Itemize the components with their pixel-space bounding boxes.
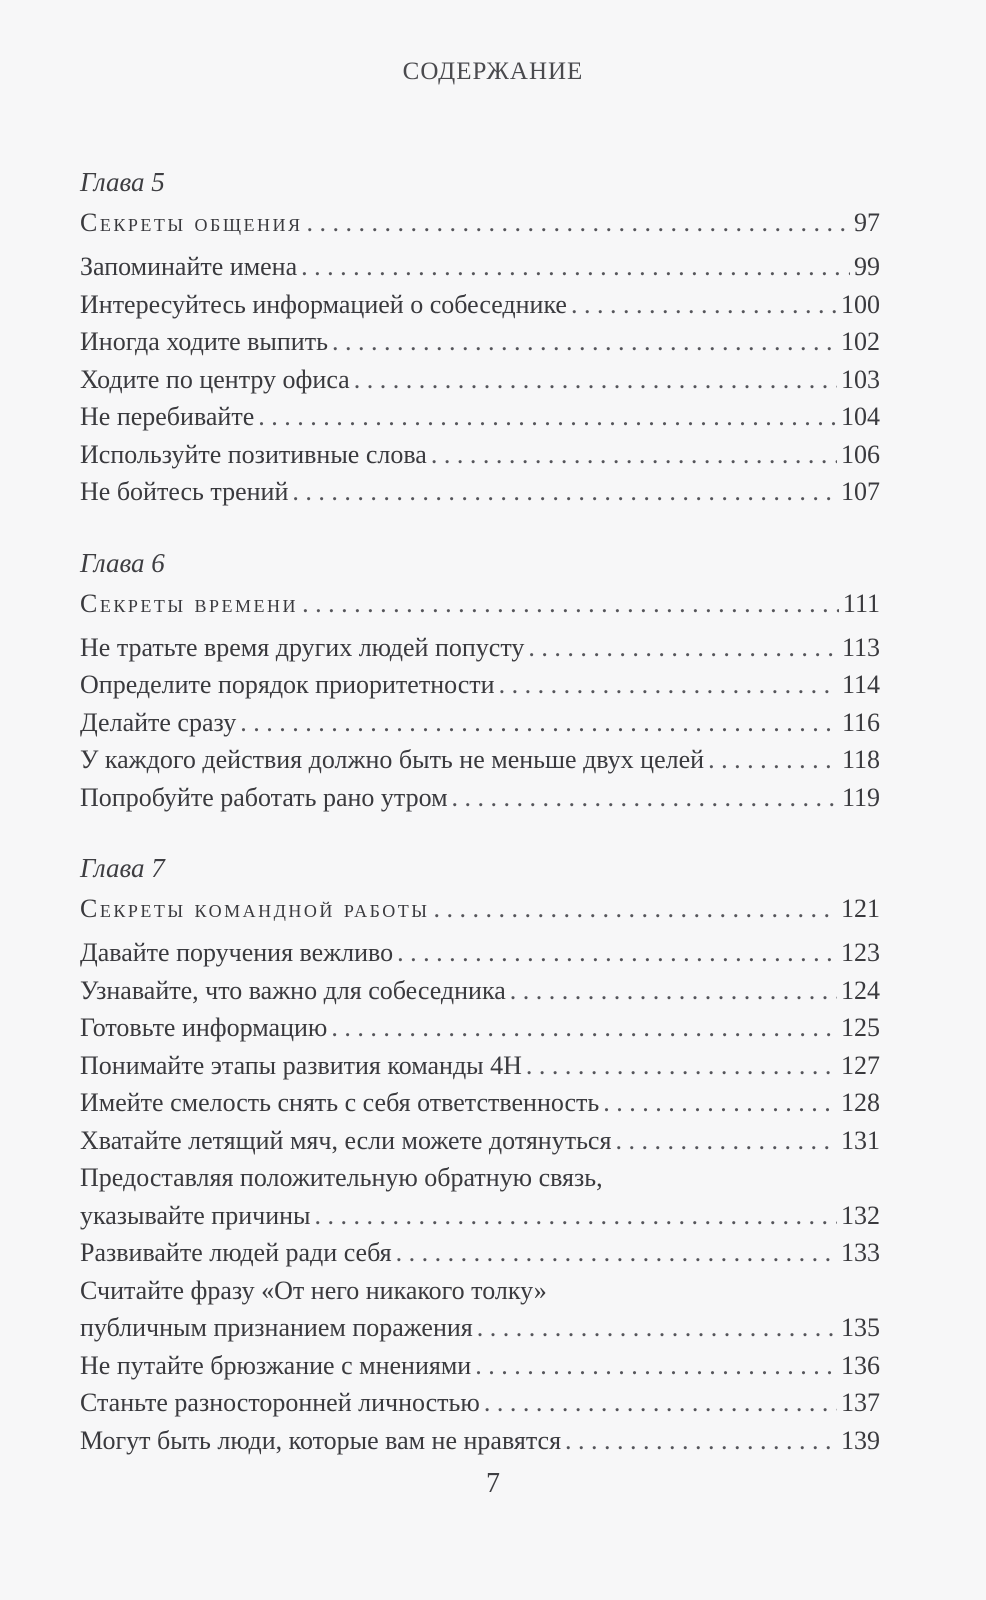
chapter-title: Секреты общения	[80, 208, 303, 237]
chapter-label: Глава 5	[80, 167, 165, 197]
dot-leader	[240, 704, 838, 742]
toc-entry	[80, 704, 880, 742]
dot-leader	[528, 629, 838, 667]
dot-leader	[526, 1047, 837, 1085]
toc-entry-title: Не путайте брюзжание с мнениями	[80, 1350, 472, 1380]
toc-entry-page-number: 119	[841, 782, 880, 812]
dot-leader	[452, 779, 838, 817]
dot-leader	[397, 934, 837, 972]
toc-entry-title: Не бойтесь трений	[80, 477, 289, 506]
toc-entry	[80, 473, 880, 511]
toc-entry-page-number: 106	[841, 439, 880, 469]
toc-entry-title: Используйте позитивные слова	[80, 439, 427, 469]
dot-leader	[708, 741, 838, 779]
toc-entry	[80, 1384, 880, 1422]
toc-entry-title: Имейте смелость снять с себя ответственность	[80, 1088, 600, 1117]
toc-entry-title: Делайте сразу	[80, 707, 237, 737]
toc-entry-page-number: 102	[841, 327, 880, 356]
dot-leader	[431, 436, 837, 474]
chapter-page-number: 97	[854, 208, 880, 237]
dot-leader	[292, 473, 837, 511]
toc-entry-title: Ходите по центру офиса	[80, 364, 350, 394]
chapter-title-row	[80, 583, 880, 625]
toc-entry	[80, 1347, 880, 1385]
page-heading: СОДЕРЖАНИЕ	[402, 58, 584, 85]
dot-leader	[258, 398, 837, 436]
toc-entry-page-number: 127	[841, 1050, 880, 1080]
toc-entry	[80, 666, 880, 704]
toc-entry	[80, 1009, 880, 1047]
dot-leader	[354, 361, 837, 399]
toc-entry	[80, 286, 880, 324]
chapter-title-row	[80, 202, 880, 244]
toc-entry	[80, 361, 880, 399]
toc-entry	[80, 741, 880, 779]
dot-leader	[603, 1084, 837, 1122]
toc-entry-page-number: 136	[841, 1350, 880, 1380]
toc-entry-page-number: 135	[841, 1313, 880, 1342]
toc-entry-title-line1: Предоставляя положительную обратную связь,	[80, 1163, 603, 1192]
dot-leader	[477, 1309, 837, 1347]
toc-entry-title: Узнавайте, что важно для собеседника	[80, 975, 506, 1005]
chapter-title-row	[80, 888, 880, 930]
toc-entry-title: Запоминайте имена	[80, 252, 298, 281]
toc-entry	[80, 934, 880, 972]
dot-leader	[475, 1347, 837, 1385]
toc-entry-page-number: 113	[841, 632, 880, 662]
toc-entry-title: Готовьте информацию	[80, 1013, 328, 1042]
page-number: 7	[486, 1468, 500, 1499]
toc-entry-page-number: 137	[841, 1388, 880, 1417]
toc-entry-page-number: 114	[841, 670, 880, 699]
toc-entry-page-number: 99	[854, 252, 880, 281]
toc-entry-title: Интересуйтесь информацией о собеседнике	[80, 289, 567, 319]
toc-entry	[80, 629, 880, 667]
toc-entry-page-number: 103	[841, 364, 880, 394]
dot-leader	[565, 1422, 837, 1460]
toc-entry-title: публичным признанием поражения	[80, 1313, 473, 1342]
chapter-title: Секреты командной работы	[80, 894, 430, 923]
toc-entry-title: У каждого действия должно быть не меньше двух целей	[80, 745, 705, 774]
toc-entry-first-line	[80, 1272, 880, 1310]
toc-entry-page-number: 131	[841, 1125, 880, 1155]
toc-entry-page-number: 125	[841, 1013, 880, 1042]
chapter-page-number: 111	[842, 588, 880, 618]
toc-entry-title-line1: Считайте фразу «От него никакого толку»	[80, 1275, 547, 1305]
dot-leader	[307, 202, 850, 244]
dot-leader	[499, 666, 838, 704]
dot-leader	[571, 286, 837, 324]
toc-entry	[80, 436, 880, 474]
dot-leader	[301, 248, 850, 286]
dot-leader	[315, 1197, 837, 1235]
toc-entry	[80, 972, 880, 1010]
dot-leader	[302, 583, 839, 625]
toc-entry-title: указывайте причины	[80, 1200, 311, 1230]
toc-entry-page-number: 133	[841, 1238, 880, 1267]
dot-leader	[332, 323, 837, 361]
toc-entry-title: Не перебивайте	[80, 402, 255, 431]
toc-entry-page-number: 118	[841, 745, 880, 774]
toc-entry-title: Хватайте летящий мяч, если можете дотянуться	[80, 1125, 612, 1155]
chapter-title: Секреты времени	[80, 588, 299, 618]
dot-leader	[615, 1122, 837, 1160]
toc-entry-page-number: 128	[841, 1088, 880, 1117]
chapter-gap	[80, 511, 880, 543]
dot-leader	[331, 1009, 837, 1047]
toc-entry	[80, 1197, 880, 1235]
chapter-gap	[80, 816, 880, 848]
toc-entry-title: Развивайте людей ради себя	[80, 1238, 392, 1267]
toc-entry-page-number: 107	[841, 477, 880, 506]
toc-entry-page-number: 123	[841, 938, 880, 967]
toc-entry-page-number: 104	[841, 402, 880, 431]
dot-leader	[434, 888, 838, 930]
toc-entry-title: Не тратьте время других людей попусту	[80, 632, 525, 662]
toc-entry	[80, 1084, 880, 1122]
dot-leader	[396, 1234, 837, 1272]
dot-leader	[510, 972, 837, 1010]
toc-entry-title: Попробуйте работать рано утром	[80, 782, 448, 812]
toc-entry-title: Могут быть люди, которые вам не нравятся	[80, 1425, 562, 1455]
chapter-label: Глава 6	[80, 547, 165, 578]
toc-entry-title: Иногда ходите выпить	[80, 327, 328, 356]
toc-entry-title: Определите порядок приоритетности	[80, 670, 495, 699]
toc-entry	[80, 398, 880, 436]
toc-entry	[80, 1309, 880, 1347]
toc-entry	[80, 1422, 880, 1460]
chapter-page-number: 121	[841, 894, 880, 923]
table-of-contents	[80, 162, 880, 1459]
dot-leader	[484, 1384, 837, 1422]
toc-entry	[80, 323, 880, 361]
toc-entry	[80, 1122, 880, 1160]
toc-entry-title: Давайте поручения вежливо	[80, 938, 394, 967]
toc-entry	[80, 248, 880, 286]
toc-entry-title: Понимайте этапы развития команды 4Н	[80, 1050, 522, 1080]
toc-entry-page-number: 139	[841, 1425, 880, 1455]
toc-entry-page-number: 124	[841, 975, 880, 1005]
toc-entry-title: Станьте разносторонней личностью	[80, 1388, 480, 1417]
toc-entry-page-number: 100	[841, 289, 880, 319]
toc-entry-page-number: 132	[841, 1200, 880, 1230]
toc-entry-first-line	[80, 1159, 880, 1197]
chapter-label: Глава 7	[80, 853, 165, 883]
toc-entry	[80, 1234, 880, 1272]
toc-entry-page-number: 116	[841, 707, 880, 737]
toc-entry	[80, 1047, 880, 1085]
toc-entry	[80, 779, 880, 817]
